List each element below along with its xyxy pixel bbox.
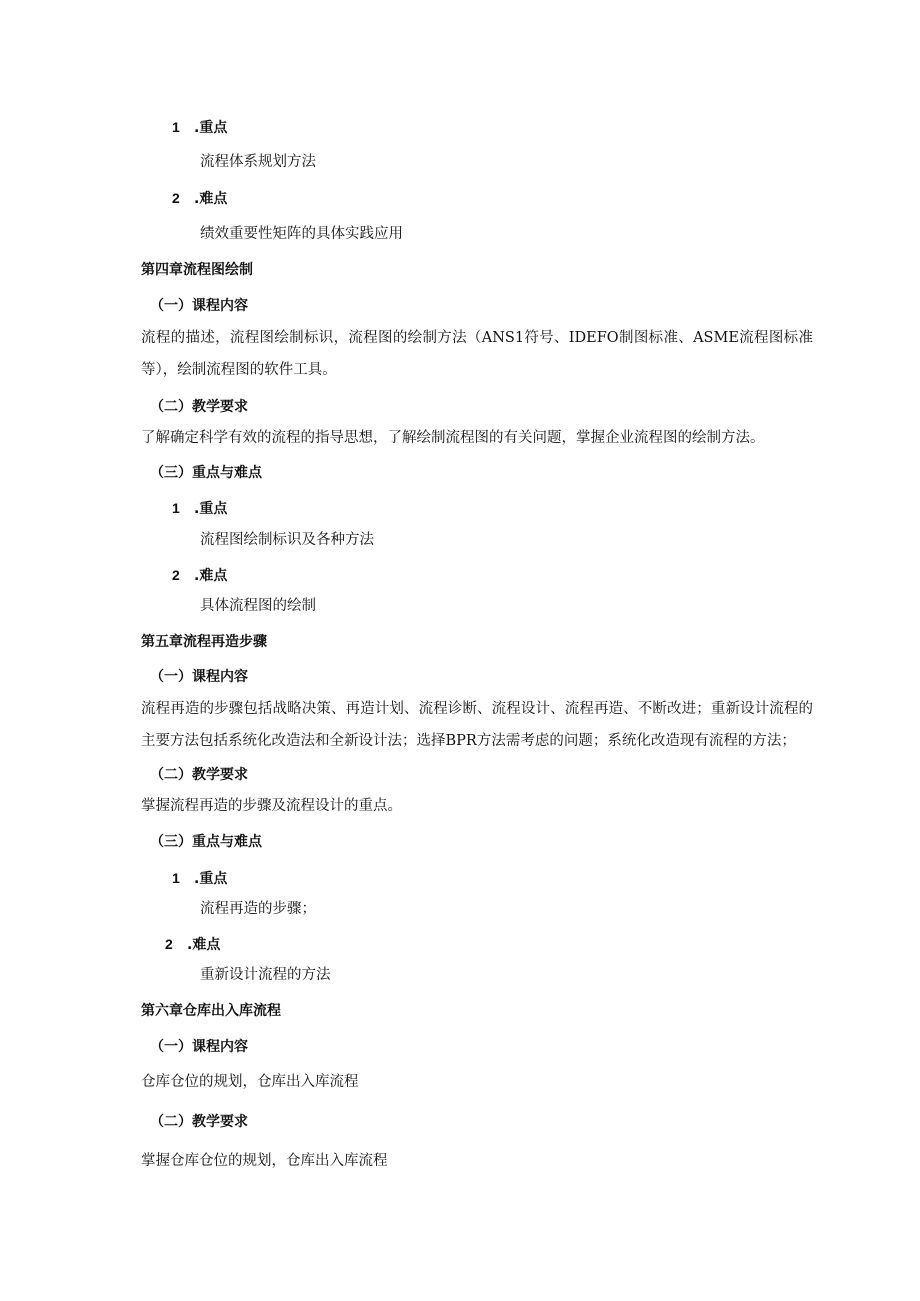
paragraph: 流程再造的步骤包括战略决策、再造计划、流程诊断、流程设计、流程再造、不断改进；重新设计流程的主要方法包括系统化改造法和全新设计法；选择BPR方法需考虑的问题；系统化改造现有流程的方法；: [141, 701, 813, 749]
section-heading: （三）重点与难点: [150, 834, 262, 850]
item-number: 2: [172, 190, 180, 206]
item-label: .重点: [194, 120, 228, 136]
chapter-title: 第六章仓库出入库流程: [141, 1003, 281, 1019]
section-heading: （二）教学要求: [150, 767, 248, 783]
paragraph: 掌握仓库仓位的规划，仓库出入库流程: [141, 1153, 388, 1169]
focus-heading: [172, 117, 227, 138]
paragraph: 了解确定科学有效的流程的指导思想，了解绘制流程图的有关问题，掌握企业流程图的绘制方法。: [141, 430, 765, 446]
item-number: 2: [165, 936, 173, 952]
difficulty-text: 具体流程图的绘制: [200, 598, 316, 614]
focus-text: 流程再造的步骤；: [200, 901, 316, 917]
paragraph: 掌握流程再造的步骤及流程设计的重点。: [141, 798, 402, 814]
chapter-title: 第四章流程图绘制: [141, 262, 253, 278]
paragraph: 仓库仓位的规划，仓库出入库流程: [141, 1074, 359, 1090]
focus-heading: [172, 498, 227, 519]
section-heading: （一）课程内容: [150, 1039, 248, 1055]
item-label: .重点: [194, 871, 228, 887]
focus-heading: [172, 868, 227, 889]
focus-text: 流程图绘制标识及各种方法: [200, 532, 374, 548]
difficulty-heading: [165, 934, 220, 955]
item-number: 1: [172, 119, 180, 135]
difficulty-text: 重新设计流程的方法: [200, 967, 331, 983]
item-number: 1: [172, 500, 180, 516]
section-heading: （三）重点与难点: [150, 465, 262, 481]
section-heading: （二）教学要求: [150, 399, 248, 415]
item-number: 1: [172, 870, 180, 886]
difficulty-heading: [172, 188, 227, 209]
section-heading: （一）课程内容: [150, 298, 248, 314]
item-label: .重点: [194, 501, 228, 517]
item-label: .难点: [187, 937, 221, 953]
paragraph: 流程的描述，流程图绘制标识，流程图的绘制方法（ANS1符号、IDEFO制图标准、ASME流程图标准等），绘制流程图的软件工具。: [141, 330, 813, 378]
section-heading: （一）课程内容: [150, 669, 248, 685]
item-label: .难点: [194, 568, 228, 584]
section-heading: （二）教学要求: [150, 1114, 248, 1130]
item-number: 2: [172, 567, 180, 583]
item-label: .难点: [194, 191, 228, 207]
focus-text: 流程体系规划方法: [200, 154, 316, 170]
chapter-title: 第五章流程再造步骤: [141, 634, 267, 650]
difficulty-text: 绩效重要性矩阵的具体实践应用: [200, 226, 403, 242]
difficulty-heading: [172, 565, 227, 586]
